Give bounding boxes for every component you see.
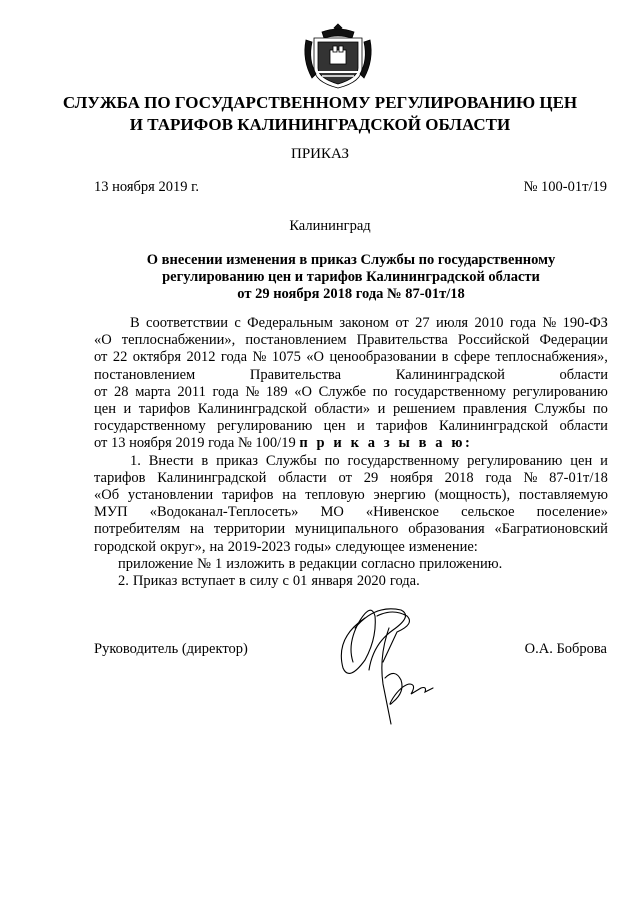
word: 189 (265, 383, 288, 400)
document-date: 13 ноября 2019 г. (94, 179, 200, 195)
body-line (94, 573, 608, 590)
word: области (278, 469, 327, 486)
word: № (252, 349, 267, 366)
word: 22 (112, 349, 128, 366)
word: соответствии (146, 315, 228, 331)
word: области (559, 366, 608, 383)
subject-line-3: от 29 ноября 2018 года № 87-01т/18 (237, 286, 465, 302)
subject-line-1: О внесении изменения в приказ Службы по государственному (146, 252, 556, 268)
body-line-order (94, 435, 608, 452)
word: Калининградской (157, 469, 267, 486)
word: Федерации (539, 332, 608, 349)
word: 2019-2023 (227, 538, 291, 555)
word: и (357, 418, 365, 435)
word: территории (213, 521, 286, 538)
word: Российской (457, 332, 530, 349)
word: с (282, 573, 289, 590)
word: образования (408, 521, 485, 538)
word: регулированию (217, 418, 313, 435)
word: 28 (114, 383, 129, 400)
word: сфере (453, 349, 491, 366)
word: цен (323, 418, 346, 435)
word: годы» (294, 538, 332, 555)
word: сельское (461, 504, 515, 521)
handwritten-signature (325, 598, 445, 738)
word: на (209, 538, 224, 555)
word: и (600, 452, 608, 469)
word: 01 (292, 573, 308, 590)
word: муниципального (294, 521, 399, 538)
word: области» (314, 401, 371, 418)
word: «Водоканал-Теплосеть» (149, 504, 299, 521)
word: и (123, 401, 132, 418)
word: года (220, 349, 248, 366)
word: государственному (94, 418, 206, 435)
word: с (234, 315, 241, 331)
word: от (338, 469, 352, 486)
word: Правительства (249, 366, 342, 383)
signer-position: Руководитель (директор) (94, 641, 248, 657)
word: 1075 (271, 349, 301, 366)
word: тарифов (376, 418, 428, 435)
subject-line-2: регулированию цен и тарифов Калининградской области (162, 269, 540, 285)
word: Калининградской (395, 366, 505, 383)
word: от (94, 383, 108, 400)
word: 29 (363, 469, 379, 486)
word: в (201, 452, 209, 469)
body-line (94, 418, 608, 435)
word: в (288, 555, 296, 572)
word: 1. (130, 452, 141, 469)
word: «Нивенское (365, 504, 439, 521)
organization-name (0, 92, 640, 136)
word: июля (435, 315, 469, 331)
word: года (509, 315, 537, 331)
word: городской (94, 538, 157, 555)
word: цен (570, 452, 593, 469)
word: приложение (118, 555, 194, 572)
word: Службы (534, 401, 586, 418)
word: года (485, 469, 512, 486)
word: округ», (160, 538, 206, 555)
word: в (441, 349, 449, 366)
body-line (94, 315, 608, 332)
order-word: п р и к а з ы в а ю: (299, 435, 473, 452)
word: № (245, 383, 260, 400)
word: по (372, 383, 388, 400)
word: следующее (335, 538, 405, 555)
word: Внести (148, 452, 194, 469)
word: приказ (216, 452, 258, 469)
word: на (189, 521, 205, 538)
body-line (94, 504, 608, 521)
word: на (282, 487, 297, 504)
word: вступает (181, 573, 235, 590)
word: решением (392, 401, 456, 418)
word: октября (132, 349, 181, 366)
document-number: № 100-01т/19 (523, 179, 607, 195)
word: согласно (361, 555, 416, 572)
body-line (94, 367, 608, 384)
word: теплоснабжении», (121, 332, 236, 349)
word: в (238, 573, 246, 590)
word: области (559, 418, 608, 435)
body-line (94, 521, 608, 538)
word: (мощность), (434, 487, 511, 504)
word: изменение: (408, 538, 478, 555)
word: тарифов (94, 469, 146, 486)
word: В (130, 315, 140, 331)
word: по (592, 401, 608, 418)
word: приложению. (419, 555, 503, 572)
body-line (94, 401, 608, 418)
word: регулированию (467, 452, 563, 469)
body-line-text: от 13 ноября 2019 года № 100/19 (94, 435, 296, 452)
word: «О (94, 332, 112, 349)
word: теплоснабжения», (495, 349, 608, 366)
word: от (395, 315, 409, 331)
word: 2. (118, 573, 129, 590)
body-line (94, 470, 608, 487)
word: регулированию (512, 383, 608, 400)
word: «Об (94, 487, 120, 504)
word: Правительства (356, 332, 448, 349)
word: № (542, 315, 557, 331)
word: законом (339, 315, 389, 331)
coat-of-arms-emblem (300, 22, 376, 90)
word: установлении (127, 487, 214, 504)
body-line (94, 539, 608, 556)
word: Службе (318, 383, 367, 400)
word: энергию (373, 487, 426, 504)
word: ноября (390, 469, 433, 486)
document-body (94, 315, 608, 590)
word: 87-01т/18 (549, 469, 608, 486)
word: 27 (415, 315, 430, 331)
word: «О (306, 349, 324, 366)
word: № (523, 469, 538, 486)
body-line (94, 487, 608, 504)
document-subject (92, 252, 610, 303)
word: «О (294, 383, 312, 400)
org-line-1: СЛУЖБА ПО ГОСУДАРСТВЕННОМУ РЕГУЛИРОВАНИЮ ЦЕН (62, 93, 578, 112)
document-city: Калининград (289, 218, 371, 234)
word: редакции (299, 555, 358, 572)
word: марта (135, 383, 171, 400)
word: года (212, 383, 239, 400)
word: цен (94, 401, 116, 418)
word: изложить (226, 555, 285, 572)
word: января (311, 573, 353, 590)
word: потребителям (94, 521, 181, 538)
word: 2018 (444, 469, 474, 486)
word: 2010 (474, 315, 504, 331)
document-type: ПРИКАЗ (291, 146, 349, 162)
word: Приказ (132, 573, 178, 590)
word: силу (249, 573, 279, 590)
word: по (324, 452, 340, 469)
body-line (94, 349, 608, 366)
word: ценообразовании (329, 349, 437, 366)
body-line (94, 384, 608, 401)
org-line-2: И ТАРИФОВ КАЛИНИНГРАДСКОЙ ОБЛАСТИ (129, 115, 511, 134)
word: 2011 (177, 383, 206, 400)
word: государственному (347, 452, 460, 469)
word: 190-ФЗ (562, 315, 608, 331)
word: 2020 (356, 573, 386, 590)
body-line (94, 556, 608, 573)
word: 2012 (186, 349, 216, 366)
word: № (197, 555, 211, 572)
word: МО (320, 504, 344, 521)
word: 1 (214, 555, 223, 572)
word: года. (389, 573, 420, 590)
body-line (94, 453, 608, 470)
word: постановлением (245, 332, 347, 349)
word: государственному (394, 383, 507, 400)
word: постановлением (94, 366, 196, 383)
word: тарифов (221, 487, 274, 504)
word: тепловую (305, 487, 365, 504)
word: от (94, 349, 108, 366)
word: поселение» (536, 504, 608, 521)
word: МУП (94, 504, 128, 521)
signer-name: О.А. Боброва (524, 641, 607, 657)
word: «Багратионовский (494, 521, 608, 538)
word: тарифов (138, 401, 191, 418)
word: Калининградской (197, 401, 307, 418)
word: Службы (265, 452, 317, 469)
word: Калининградской (438, 418, 549, 435)
word: Федеральным (247, 315, 333, 331)
word: и (377, 401, 386, 418)
word: правления (462, 401, 527, 418)
word: поставляемую (518, 487, 608, 504)
body-line (94, 332, 608, 349)
